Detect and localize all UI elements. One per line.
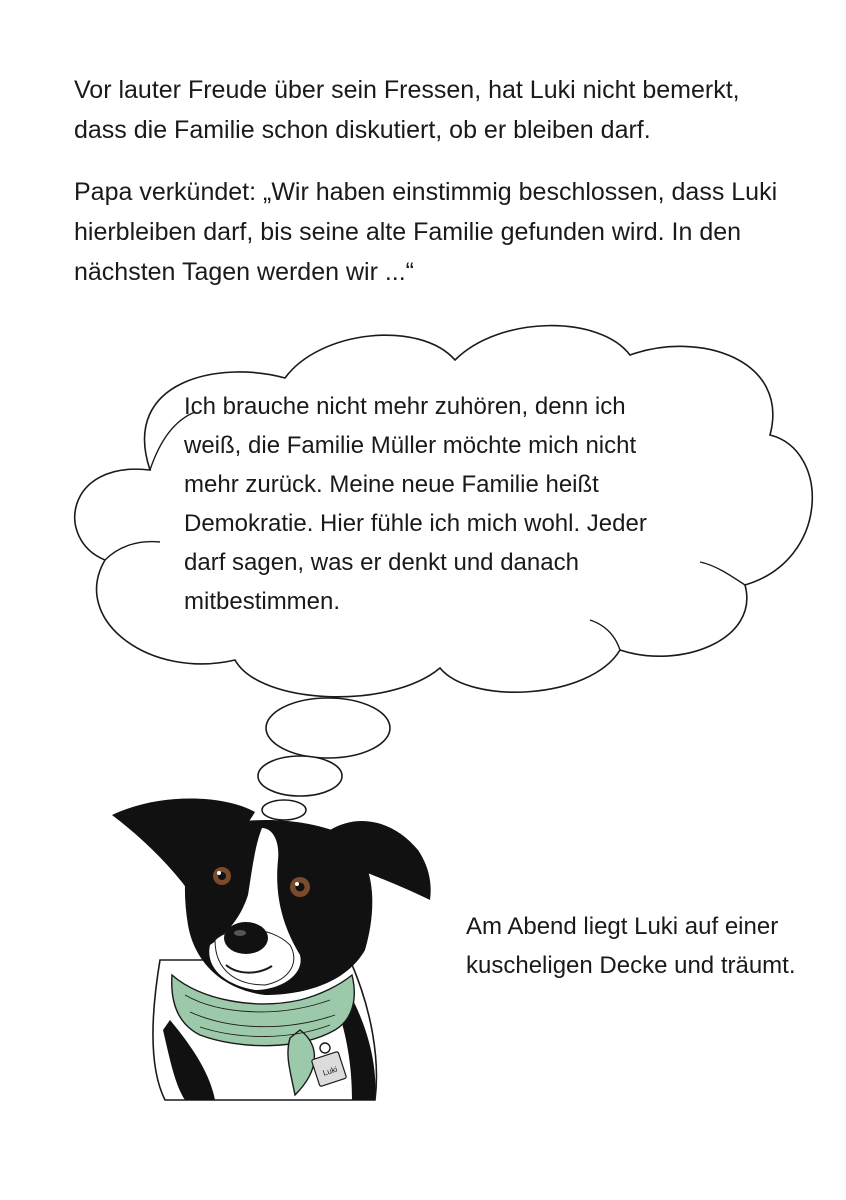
dog-illustration [112,799,431,1101]
thought-bubble-small [262,800,306,820]
thought-bubble-medium [258,756,342,796]
story-paragraph-2: Papa verkündet: „Wir haben einstimmig beschlossen, dass Luki hierbleiben darf, bis seine alte Familie gefunden wird. In den nächsten Tagen werden wir ...“ [74,178,778,286]
story-paragraph-1: Vor lauter Freude über sein Fressen, hat Luki nicht bemerkt, dass die Familie schon diskutiert, ob er bleiben darf. [74,76,740,144]
story-caption: Am Abend liegt Luki auf einer kuscheligen Decke und träumt. [466,913,796,979]
thought-bubble-text: Ich brauche nicht mehr zuhören, denn ich weiß, die Familie Müller möchte mich nicht mehr zurück. Meine neue Familie heißt Demokratie. Hier fühle ich mich wohl. Jeder darf sagen, was er denkt und danach mitbestimmen. [184,393,647,615]
collar-tag-text: Luki [321,1064,339,1078]
thought-bubble-large [266,698,390,758]
